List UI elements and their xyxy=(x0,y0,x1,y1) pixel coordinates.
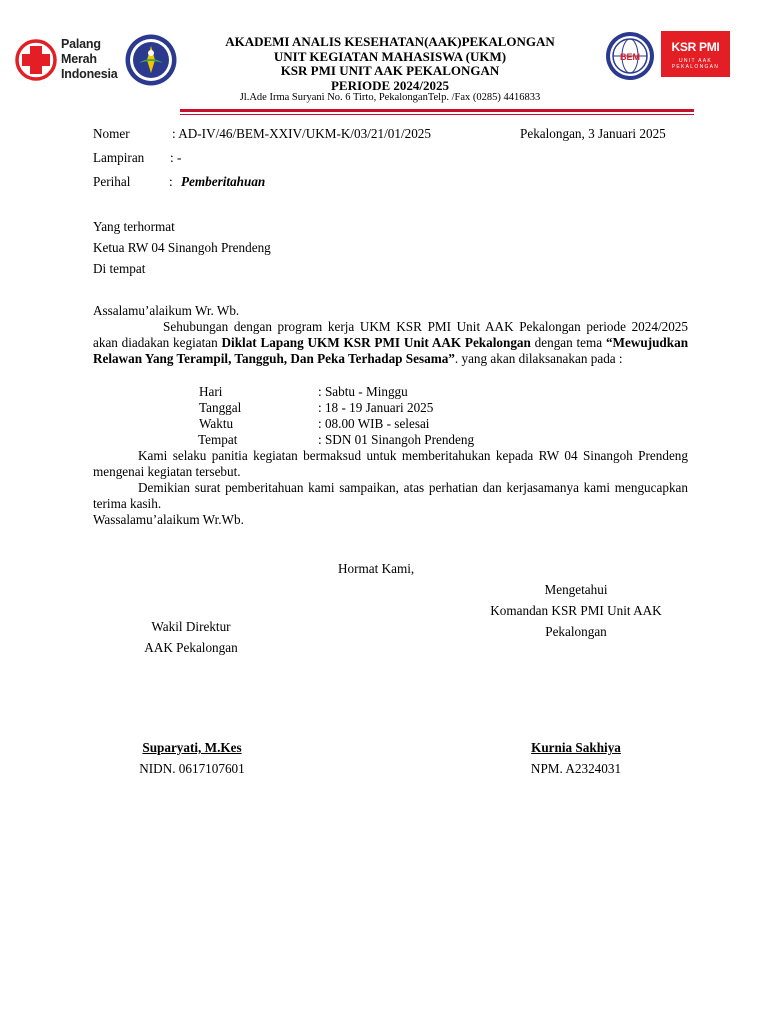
pmi-logo-line: Indonesia xyxy=(61,67,118,81)
p1-intro: Sehubungan dengan program kerja UKM KSR PMI Unit AAK Pekalongan periode 2024/2025 akan diadakan kegiatan xyxy=(93,319,688,350)
pmi-logo-text xyxy=(61,37,118,82)
schedule-value: : 08.00 WIB - selesai xyxy=(318,416,430,431)
institution-header xyxy=(190,35,590,93)
greeting: Assalamu’alaikum Wr. Wb. xyxy=(93,303,240,318)
schedule-label: Waktu xyxy=(199,416,234,431)
closing: Wassalamu’alaikum Wr.Wb. xyxy=(93,512,244,527)
right-signer-name: Kurnia Sakhiya xyxy=(531,740,621,755)
schedule-value: : 18 - 19 Januari 2025 xyxy=(318,400,434,415)
aak-seal-icon xyxy=(124,33,178,87)
lampiran-value: : - xyxy=(170,150,182,165)
letter-date: Pekalongan, 3 Januari 2025 xyxy=(520,126,666,141)
right-signer-id: NPM. A2324031 xyxy=(530,761,622,776)
p1-theme: “Mewujudkan Relawan Yang Terampil, Tangguh, Dan Peka Terhadap Sesama” xyxy=(93,335,689,366)
perihal-colon: : xyxy=(169,174,173,189)
header-divider-thin xyxy=(180,114,694,115)
left-signer-name: Suparyati, M.Kes xyxy=(142,740,242,755)
right-signer-title-0: Mengetahui xyxy=(544,582,608,597)
header-address: Jl.Ade Irma Suryani No. 6 Tirto, PekalonganTelp. /Fax (0285) 4416833 xyxy=(239,92,541,103)
left-signer-id: NIDN. 0617107601 xyxy=(139,761,245,776)
pmi-logo-line: Palang xyxy=(61,37,101,51)
bem-seal-icon xyxy=(605,31,655,81)
nomor-label: Nomer xyxy=(93,126,130,141)
right-signer-title-2: Pekalongan xyxy=(545,624,607,639)
schedule-label: Tempat xyxy=(198,432,238,447)
header-line-2: UNIT KEGIATAN MAHASISWA (UKM) xyxy=(273,48,507,64)
p1-theme-intro: dengan tema xyxy=(534,335,603,350)
header-divider-thick xyxy=(180,109,694,112)
perihal-value: Pemberitahuan xyxy=(181,174,266,189)
schedule-label: Hari xyxy=(199,384,223,399)
recipient-line-1: Yang terhormat xyxy=(93,219,175,234)
body-paragraph-1 xyxy=(93,319,688,367)
right-signer-title-1: Komandan KSR PMI Unit AAK xyxy=(490,603,662,618)
header-line-1: AKADEMI ANALIS KESEHATAN(AAK)PEKALONGAN xyxy=(225,34,555,49)
body-paragraph-3: Demikian surat pemberitahuan kami sampaikan, atas perhatian dan kerjasamanya kami mengucapkan terima kasih. xyxy=(93,480,688,511)
body-paragraph-2: Kami selaku panitia kegiatan bermaksud untuk memberitahukan kepada RW 04 Sinangoh Prendeng mengenai kegiatan tersebut. xyxy=(93,448,688,479)
schedule-value: : SDN 01 Sinangoh Prendeng xyxy=(318,432,475,447)
schedule-value: : Sabtu - Minggu xyxy=(318,384,408,399)
p1-tail: . yang akan dilaksanakan pada : xyxy=(454,351,623,366)
hormat-kami: Hormat Kami, xyxy=(338,561,415,576)
header-line-4: PERIODE 2024/2025 xyxy=(330,77,450,93)
header-line-3: KSR PMI UNIT AAK PEKALONGAN xyxy=(280,63,500,78)
ksr-logo-title: KSR PMI xyxy=(671,40,720,54)
recipient-line-2: Ketua RW 04 Sinangoh Prendeng xyxy=(93,240,271,255)
nomor-value: : AD-IV/46/BEM-XXIV/UKM-K/03/21/01/2025 xyxy=(172,126,431,141)
p1-activity: Diklat Lapang UKM KSR PMI Unit AAK Pekalongan xyxy=(221,335,531,350)
recipient-line-3: Di tempat xyxy=(93,261,146,276)
bem-seal-text: BEM xyxy=(620,52,640,62)
perihal-label: Perihal xyxy=(93,174,131,189)
left-signer-title-1: Wakil Direktur xyxy=(151,619,231,634)
schedule-label: Tanggal xyxy=(199,400,242,415)
pmi-cross-logo xyxy=(14,38,58,82)
pmi-logo-line: Merah xyxy=(61,52,97,66)
left-signer-title-2: AAK Pekalongan xyxy=(144,640,238,655)
ksr-logo-subtitle: UNIT AAK PEKALONGAN xyxy=(671,58,720,70)
ksr-pmi-logo xyxy=(661,31,730,77)
lampiran-label: Lampiran xyxy=(93,150,145,165)
